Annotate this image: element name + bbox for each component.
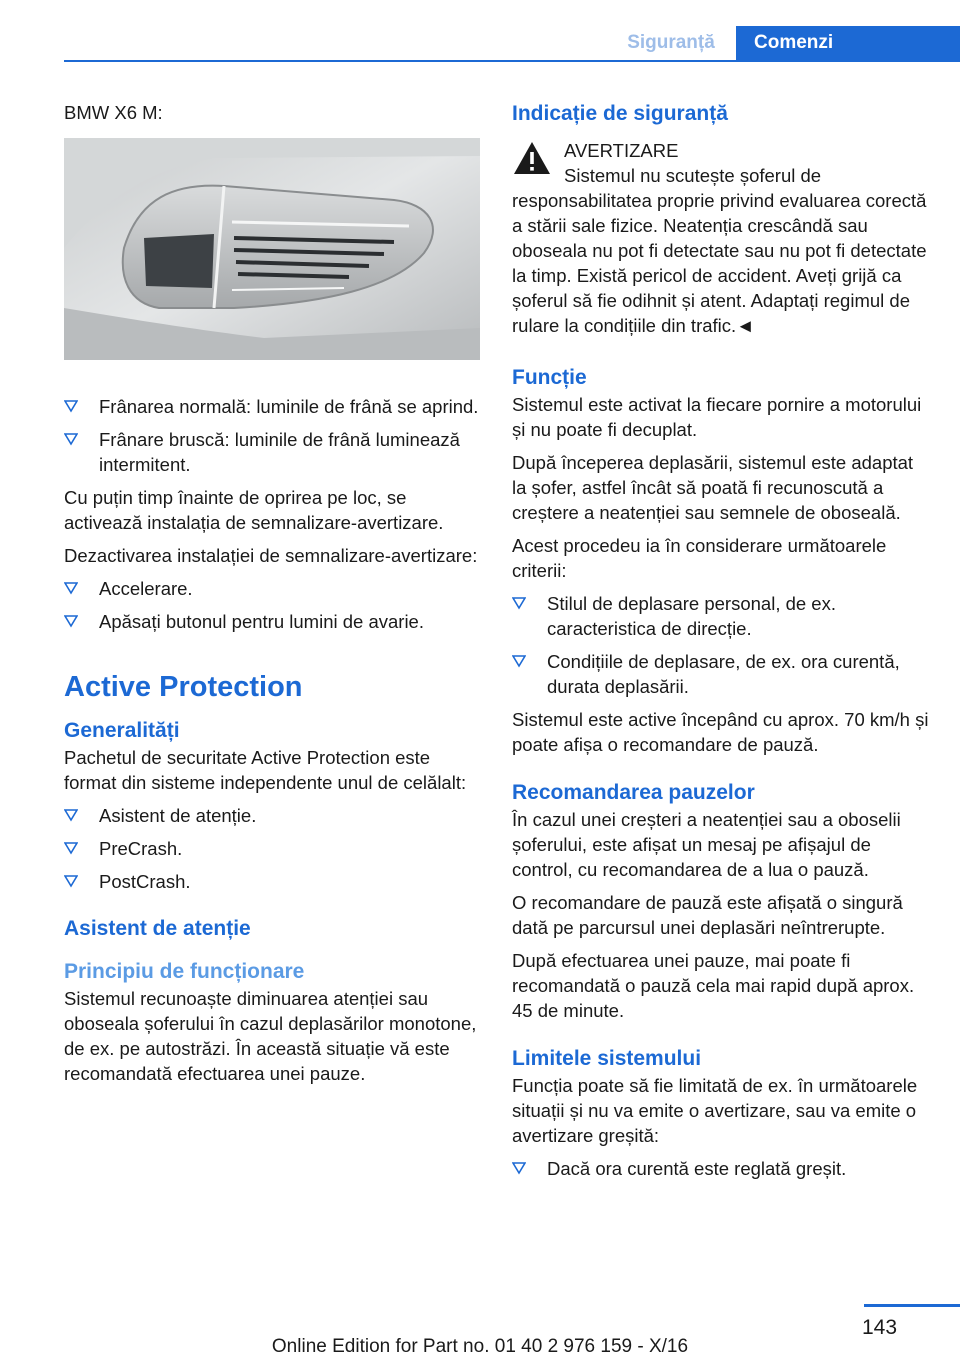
list-item: Stilul de deplasare personal, de ex. caracteristica de direcție. [512, 591, 932, 641]
paragraph: Cu puțin timp înainte de oprirea pe loc, se activează instalația de semnalizare-avertizare. [64, 487, 444, 533]
warning-text: Sistemul nu scutește șoferul de responsabilitatea proprie privind evaluarea corectă a stării sale fizice. Neatenția crescândă sau oboseala nu pot fi detectate sau nu pot fi detectate la timp. Există pericol de accident. Aveți grijă ca șoferul să fie odihnit și atent. Adaptați regimul de rulare la condițiile din trafic.◄ [512, 165, 927, 336]
header-rule [64, 60, 960, 62]
paragraph: Pachetul de securitate Active Protection este format din sisteme independente unul de celălalt: [64, 747, 467, 793]
heading-general: Generalități [64, 719, 180, 742]
paragraph: În cazul unei creșteri a neatenției sau a oboselii șoferului, este afișat un mesaj pe afișajul de control, cu recomandarea de a lua o pauză. [512, 809, 901, 880]
triangle-bullet-icon [64, 432, 78, 446]
warning-icon [512, 140, 552, 176]
paragraph: După începerea deplasării, sistemul este adaptat la șofer, astfel încât să poată fi recunoscută a creștere a neatenției sau semnele de oboseală. [512, 452, 914, 523]
taillight-photo [64, 138, 480, 360]
edition-text: Online Edition for Part no. 01 40 2 976 159 - X/16 [271, 1336, 689, 1357]
list-item: Frânare bruscă: luminile de frână luminează intermitent. [64, 427, 480, 477]
model-label: BMW X6 M: [64, 102, 163, 123]
page-number: 143 [862, 1316, 898, 1339]
list-item: PostCrash. [64, 869, 480, 894]
heading-system-limits: Limitele sistemului [512, 1047, 702, 1070]
triangle-bullet-icon [64, 874, 78, 888]
triangle-bullet-icon [64, 399, 78, 413]
heading-break-recommendation: Recomandarea pauzelor [512, 781, 755, 804]
list-item: Accelerare. [64, 576, 480, 601]
paragraph: Sistemul recunoaște diminuarea atenției sau oboseala șoferului în cazul deplasărilor monotone, de ex. pe autostrăzi. În această situație vă este recomandată efectuarea unei pauze. [64, 988, 477, 1084]
paragraph: O recomandare de pauză este afișată o singură dată pe parcursul unei deplasări neîntrerupte. [512, 892, 903, 938]
heading-function: Funcție [512, 366, 587, 389]
right-column [512, 100, 932, 1181]
triangle-bullet-icon [64, 841, 78, 855]
left-column [64, 100, 480, 1086]
paragraph: Funcția poate să fie limitată de ex. în următoarele situații și nu va emite o avertizare, sau va emite o avertizare greșită: [512, 1075, 918, 1146]
heading-attention-assistant: Asistent de atenție [64, 917, 251, 940]
paragraph: Dezactivarea instalației de semnalizare-avertizare: [64, 545, 478, 566]
triangle-bullet-icon [64, 808, 78, 822]
heading-safety-note: Indicație de siguranță [512, 102, 728, 125]
list-item: Condițiile de deplasare, de ex. ora curentă, durata deplasării. [512, 649, 932, 699]
footer-rule [864, 1304, 960, 1307]
paragraph: Acest procedeu ia în considerare următoarele criterii: [512, 535, 887, 581]
list-item: Dacă ora curentă este reglată greșit. [512, 1156, 932, 1181]
list-item: Asistent de atenție. [64, 803, 480, 828]
list-item: PreCrash. [64, 836, 480, 861]
paragraph: După efectuarea unei pauze, mai poate fi recomandată o pauză cela mai rapid după aprox. 45 de minute. [512, 950, 915, 1021]
tab-controls[interactable]: Comenzi [736, 26, 960, 60]
triangle-bullet-icon [512, 1161, 526, 1175]
triangle-bullet-icon [512, 596, 526, 610]
warning-title: AVERTIZARE [564, 140, 679, 161]
heading-principle: Principiu de funcționare [64, 960, 305, 983]
paragraph: Sistemul este activat la fiecare pornire a motorului și nu poate fi decuplat. [512, 394, 922, 440]
triangle-bullet-icon [512, 654, 526, 668]
list-item: Frânarea normală: luminile de frână se aprind. [64, 394, 480, 419]
tab-safety[interactable]: Siguranță [627, 32, 715, 53]
triangle-bullet-icon [64, 581, 78, 595]
triangle-bullet-icon [64, 614, 78, 628]
list-item: Apăsați butonul pentru lumini de avarie. [64, 609, 480, 634]
section-title-active-protection: Active Protection [64, 671, 303, 703]
warning-block [512, 138, 932, 163]
paragraph: Sistemul este active începând cu aprox. 70 km/h și poate afișa o recomandare de pauză. [512, 709, 929, 755]
